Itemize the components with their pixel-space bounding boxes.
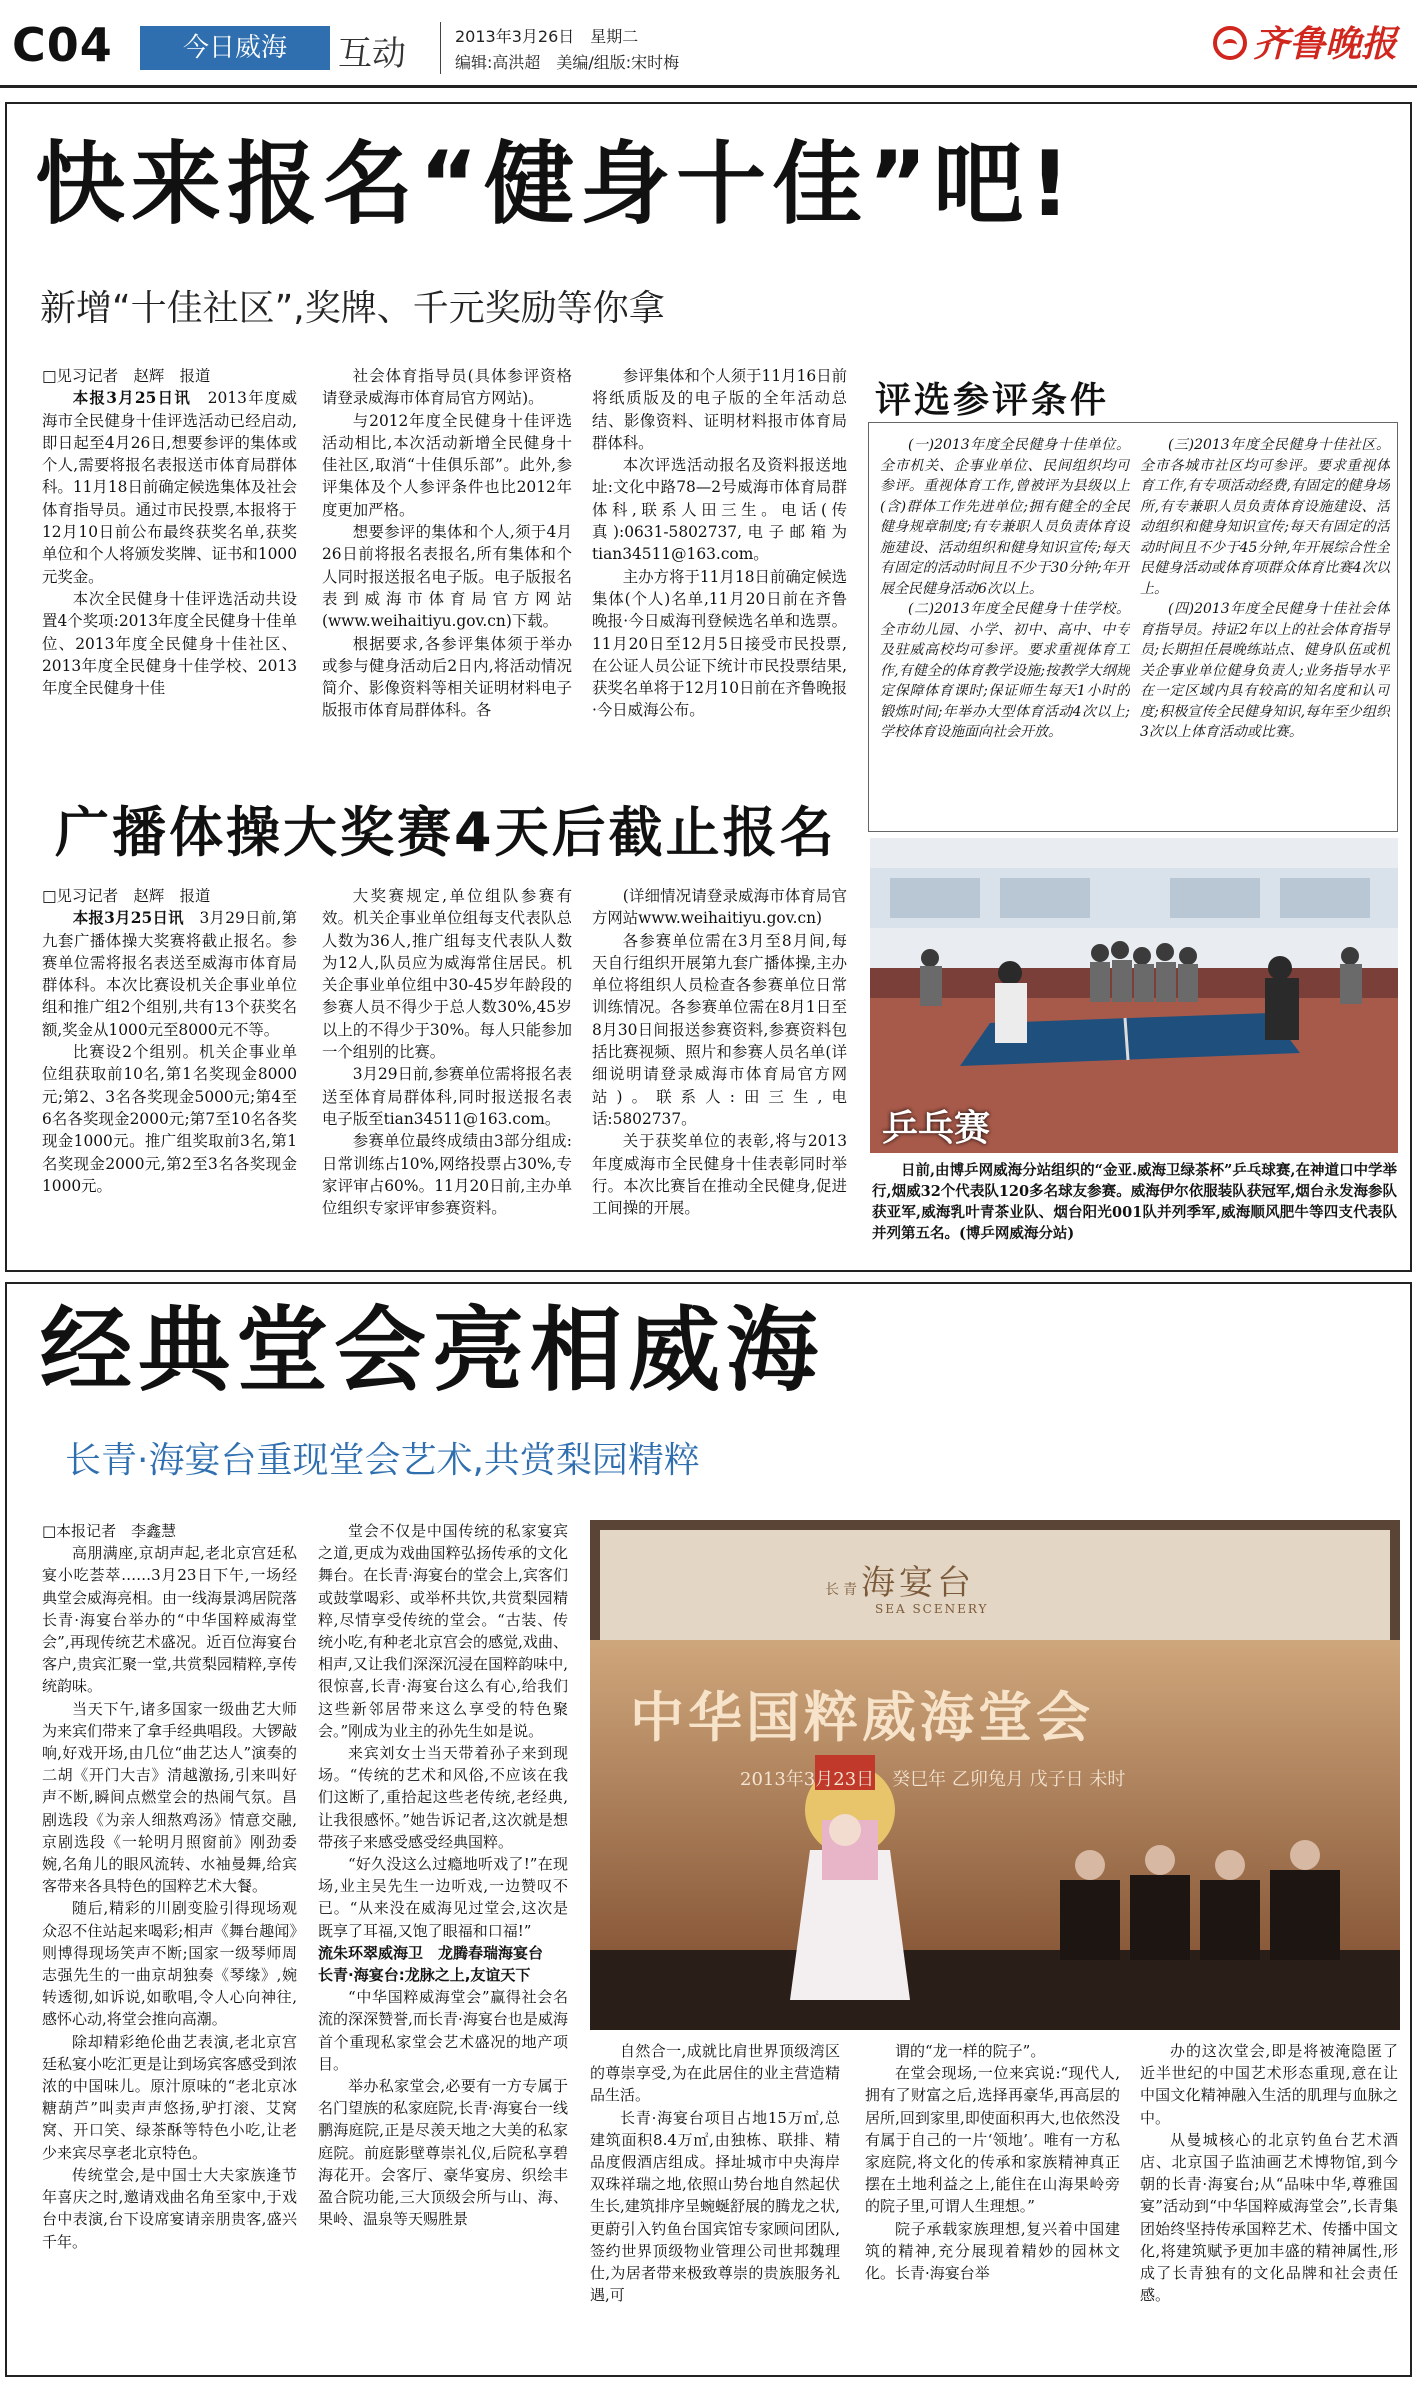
headline-broadcast-exercise: 广播体操大奖赛4天后截止报名 — [55, 801, 837, 864]
pingpong-photo — [870, 838, 1398, 1153]
article1-col1: □见习记者 赵辉 报道 本报3月25日讯 2013年度威海市全民健身十佳评选活动已经启动,即日起至4月26日,想要参评的集体或个人,需要将报名表报送市体育局群体科。11月18日前确定候选集体及社会体育指导员。通过市民投票,本报将于12月10日前公布最终获奖名单,获奖单位和个人将颁发奖牌、证书和1000元奖金。 本次全民健身十佳评选活动共设置4个奖项:2013年度全民健身十佳单位、2013年度全民健身十佳社区、2013年度全民健身十佳学校、2013年度全民健身十佳 — [42, 367, 297, 698]
page-number: C04 — [12, 18, 113, 72]
conditions-col2: (三)2013年度全民健身十佳社区。全市各城市社区均可参评。要求重视体育工作,有专项活动经费,有固定的健身场所,有专兼职人员负责体育设施建设、活动组织和健身知识宣传;每天有固定的活动时间且不少于45分钟,年开展综合性全民健身活动或体育项群众体育比赛4次以上。 (四)2013年度全民健身十佳社会体育指导员。持证2年以上的社会体育指导员;长期担任晨晚练站点、健身队伍或机关企事业单位健身负责人;业务指导水平在一定区域内具有较高的知名度和认可度;积极宣传全民健身知识,每年至少组织3次以上体育活动或比赛。 — [1140, 437, 1390, 740]
issue-date: 2013年3月26日 星期二 — [455, 27, 639, 46]
article3-col1: □本报记者 李鑫慧 高朋满座,京胡声起,老北京宫廷私宴小吃荟萃……3月23日下午,一场经典堂会威海亮相。由一线海景鸿居院落长青·海宴台举办的“中华国粹威海堂会”,再现传统艺术盛况。近百位海宴台客户,贵宾汇聚一堂,共赏梨园精粹,享传统韵味。 当天下午,诸多国家一级曲艺大师为来宾们带来了拿手经典唱段。大锣敲响,好戏开场,由几位“曲艺达人”演奏的二胡《开门大吉》清越激扬,引来叫好声不断,瞬间点燃堂会的热闹气氛。昌剧选段《为亲人细熬鸡汤》情意交融,京剧选段《一轮明月照窗前》刚劲委婉,名角儿的眼风流转、水袖曼舞,给宾客带来各具特色的国粹艺术大餐。 随后,精彩的川剧变脸引得现场观众忍不住站起来喝彩;相声《舞台趣闻》则博得现场笑声不断;国家一级琴师周志强先生的一曲京胡独奏《琴缘》,婉转透彻,如诉说,如歌唱,令人心向神往,感怀心动,将堂会推向高潮。 除却精彩绝伦曲艺表演,老北京宫廷私宴小吃汇更是让到场宾客感受到浓浓的中国味儿。原汁原味的“老北京冰糖葫芦”叫卖声声悠扬,驴打滚、艾窝窝、开口笑、绿茶酥等特色小吃,让老少来宾尽享老北京特色。 传统堂会,是中国士大夫家族逢节年喜庆之时,邀请戏曲名角至家中,于戏台中表演,台下设席宴请亲朋贵客,盛兴千年。 — [42, 1522, 297, 2251]
header-divider — [440, 22, 441, 74]
venue-brand: 长青海宴台 — [825, 1563, 975, 1603]
article1-col2: 社会体育指导员(具体参评资格请登录威海市体育局官方网站)。 与2012年度全民健身十佳评选活动相比,本次活动新增全民健身十佳社区,取消“十佳俱乐部”。此外,参评集体及个人参评条件也比2012年度更加严格。 想要参评的集体和个人,须于4月26日前将报名表报名,所有集体和个人同时报送报名电子版。电子版报名表到威海市体育局官方网站(www.weihaitiyu.gov.cn)下载。 根据要求,各参评集体须于举办或参与健身活动后2日内,将活动情况简介、影像资料等相关证明材料电子版报市体育局群体科。各 — [322, 367, 572, 720]
conditions-title: 评选参评条件 — [875, 380, 1110, 421]
pingpong-caption: 日前,由博乒网威海分站组织的“金亚.威海卫绿茶杯”乒乓球赛,在神道口中学举行,烟威32个代表队120多名球友参赛。威海伊尔依服装队获冠军,烟台永发海参队获亚军,威海乳叶青茶业队、烟台阳光001队并列季军,威海顺风肥牛等四支代表队并列第五名。(博乒网威海分站) — [872, 1162, 1397, 1242]
article3-col5: 办的这次堂会,即是将被淹隐匿了近半世纪的中国艺术形态重现,意在让中国文化精神融入生活的肌理与血脉之中。 从曼城核心的北京钓鱼台艺术酒店、北京国子监油画艺术博物馆,到今朝的长青·海宴台;从“品味中华,尊雅国宴”活动到“中华国粹威海堂会”,长青集团始终坚持传承国粹艺术、传播中国文化,将建筑赋予更加丰盛的精神属性,形成了长青独有的文化品牌和社会责任感。 — [1140, 2042, 1398, 2305]
article3-col3: 自然合一,成就比肩世界顶级湾区的尊崇享受,为在此居住的业主营造精品生活。 长青·海宴台项目占地15万㎡,总建筑面积8.4万㎡,由独栋、联排、精品度假酒店组成。择址城市中央海岸双珠祥瑞之地,依照山势台地自然起伏生长,建筑排序呈蜿蜒舒展的腾龙之状,更蔚引入钓鱼台国宾馆专家顾问团队,签约世界顶级物业管理公司世邦魏理仕,为居者带来极致尊崇的贵族服务礼遇,可 — [590, 2042, 840, 2305]
subsection-label: 互动 — [338, 34, 406, 74]
pingpong-label: 乒乓赛 — [882, 1108, 991, 1149]
logo-icon — [1213, 26, 1247, 60]
subheadline-fitness: 新增“十佳社区”,奖牌、千元奖励等你拿 — [40, 288, 665, 329]
banner-title: 中华国粹威海堂会 — [630, 1685, 1094, 1749]
article2-col1: □见习记者 赵辉 报道 本报3月25日讯 3月29日前,第九套广播体操大奖赛将截止报名。参赛单位需将报名表送至威海市体育局群体科。本次比赛设机关企事业单位组和推广组2个组别,共有13个获奖名额,奖金从1000元至8000元不等。 比赛设2个组别。机关企事业单位组获取前10名,第1名奖现金8000元;第2、3名各奖现金5000元;第4至6名各奖现金2000元;第7至10名各奖现金1000元。推广组奖取前3名,第1名奖现金2000元,第2至3名各奖现金1000元。 — [42, 887, 297, 1195]
article3-col2: 堂会不仅是中国传统的私家宴宾之道,更成为戏曲国粹弘扬传承的文化舞台。在长青·海宴台的堂会上,宾客们或鼓掌喝彩、或举杯共饮,共赏梨园精粹,尽情享受传统的堂会。“古装、传统小吃,有种老北京宫会的感觉,戏曲、相声,又让我们深深沉浸在国粹韵味中,很惊喜,长青·海宴台这么有心,给我们这些新邻居带来这么享受的特色聚会。”刚成为业主的孙先生如是说。 来宾刘女士当天带着孙子来到现场。“传统的艺术和风俗,不应该在我们这断了,重拾起这些老传统,老经典,让我很感怀。”她告诉记者,这次就是想带孩子来感受感受经典国粹。 “好久没这么过瘾地听戏了!”在现场,业主吴先生一边听戏,一边赞叹不已。“从来没在威海见过堂会,这次是既享了耳福,又饱了眼福和口福!” 流朱环翠威海卫 龙腾春瑞海宴台 长青·海宴台:龙脉之上,友谊天下 “中华国粹威海堂会”赢得社会名流的深深赞誉,而长青·海宴台也是威海首个重现私家堂会艺术盛况的地产项目。 举办私家堂会,必要有一方专属于名门望族的私家庭院,长青·海宴台一线鹏海庭院,正是尽羡天地之大美的私家庭院。前庭影壁尊崇礼仪,后院私享碧海花开。会客厅、豪华宴房、织绘丰盈合院功能,三大顶级会所与山、海、果岭、温泉等天赐胜景 — [318, 1522, 568, 2229]
headline-tanghui: 经典堂会亮相威海 — [40, 1297, 825, 1404]
tanghui-photo — [590, 1520, 1400, 2030]
article2-col3: (详细情况请登录威海市体育局官方网站www.weihaitiyu.gov.cn) 各参赛单位需在3月至8月间,每天自行组织开展第九套广播体操,主办单位将组织人员检查各参赛单位日常训练情况。各参赛单位需在8月1日至8月30日间报送参赛资料,参赛资料包括比赛视频、照片和参赛人员名单(详细说明请登录威海市体育局官方网站)。联系人:田三生,电话:5802737。 关于获奖单位的表彰,将与2013年度威海市全民健身十佳表彰同时举行。本次比赛旨在推动全民健身,促进工间操的开展。 — [592, 887, 847, 1218]
banner-date: 2013年3月23日 癸巳年 乙卯兔月 戊子日 未时 — [740, 1769, 1126, 1790]
venue-brand-en: SEA SCENERY — [875, 1602, 989, 1616]
article3-col4: 谓的“龙一样的院子”。 在堂会现场,一位来宾说:“现代人,拥有了财富之后,选择再豪华,再高层的居所,回到家里,即使面积再大,也依然没有属于自己的一片‘领地’。唯有一方私家庭院,将文化的传承和家族精神真正摆在土地利益之上,能住在山海果岭旁的院子里,可谓人生理想。” 院子承载家族理想,复兴着中国建筑的精神,充分展现着精妙的园林文化。长青·海宴台举 — [865, 2042, 1120, 2283]
article1-col3: 参评集体和个人须于11月16日前将纸质版及的电子版的全年活动总结、影像资料、证明材料报市体育局群体科。 本次评选活动报名及资料报送地址:文化中路78—2号威海市体育局群体科,联系人田三生。电话(传真):0631-5802737,电子邮箱为tian34511@163.com。 主办方将于11月18日前确定候选集体(个人)名单,11月20日前在齐鲁晚报·今日威海刊登候选名单和选票。11月20日至12月5日接受市民投票,在公证人员公证下统计市民投票结果,获奖名单将于12月10日前在齐鲁晚报·今日威海公布。 — [592, 367, 847, 720]
subheadline-tanghui: 长青·海宴台重现堂会艺术,共赏梨园精粹 — [65, 1440, 700, 1481]
subheading-1: 流朱环翠威海卫 龙腾春瑞海宴台 — [318, 1943, 544, 1962]
section-label: 今日威海 — [140, 26, 330, 70]
subheading-2: 长青·海宴台:龙脉之上,友谊天下 — [318, 1966, 531, 1985]
newspaper-logo: 齐鲁晚报 — [1213, 16, 1397, 67]
article2-col2: 大奖赛规定,单位组队参赛有效。机关企事业单位组每支代表队总人数为36人,推广组每支代表队人数为12人,队员应为威海常住居民。机关企事业单位组中30-45岁年龄段的参赛人员不得少于总人数30%,45岁以上的不得少于30%。每人只能参加一个组别的比赛。 3月29日前,参赛单位需将报名表送至体育局群体科,同时报送报名表电子版至tian34511@163.com。 参赛单位最终成绩由3部分组成:日常训练占10%,网络投票占30%,专家评审占60%。11月20日前,主办单位组织专家评审参赛资料。 — [322, 887, 572, 1218]
headline-fitness: 快来报名“健身十佳”吧! — [35, 132, 1077, 237]
conditions-col1: (一)2013年度全民健身十佳单位。全市机关、企事业单位、民间组织均可参评。重视体育工作,曾被评为县级以上(含)群体工作先进单位;拥有健全的全民健身规章制度;有专兼职人员负责体育设施建设、活动组织和健身知识宣传;每天有固定的活动时间且不少于30分钟;年开展全民健身活动6次以上。 (二)2013年度全民健身十佳学校。全市幼儿园、小学、初中、高中、中专及驻威高校均可参评。要求重视体育工作,有健全的体育教学设施;按教学大纲规定保障体育课时;保证师生每天1小时的锻炼时间;年举办大型体育活动4次以上;学校体育设施面向社会开放。 — [880, 437, 1130, 740]
editor-credit: 编辑:高洪超 美编/组版:宋时梅 — [455, 53, 680, 72]
